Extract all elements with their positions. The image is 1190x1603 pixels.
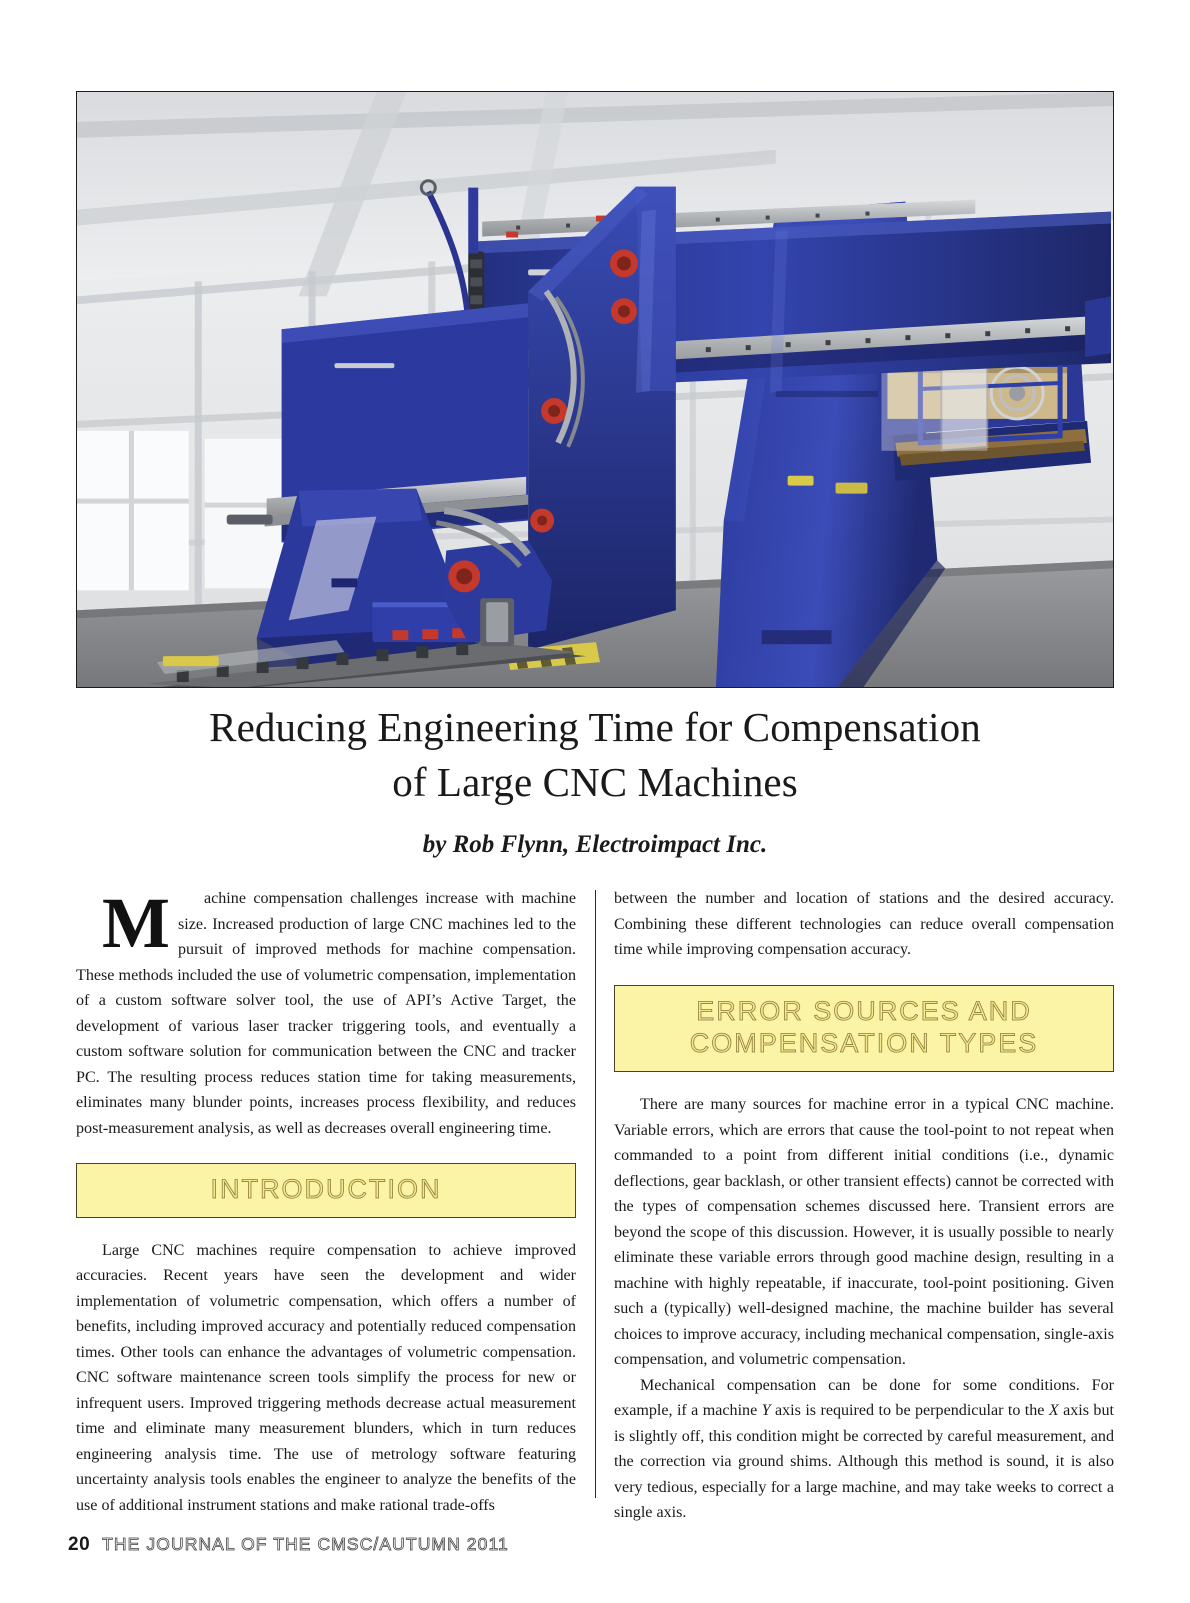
section-heading-introduction <box>76 1163 576 1218</box>
continued-paragraph: between the number and location of stations and the desired accuracy. Combining these different technologies can reduce overall compensation time while improving compensation accuracy. <box>614 890 1114 958</box>
axis-label-y: Y <box>761 1402 771 1420</box>
section-heading-error-sources <box>614 985 1114 1073</box>
axis-label-x: X <box>1048 1402 1059 1420</box>
title-line-1: Reducing Engineering Time for Compensation <box>209 704 981 750</box>
page-number: 20 <box>68 1534 91 1555</box>
footer-publication-text: THE JOURNAL OF THE CMSC/AUTUMN 2011 <box>102 1534 509 1554</box>
article-title-block <box>76 700 1114 859</box>
left-column <box>76 883 576 1518</box>
abstract-text: achine compensation challenges increase with machine size. Increased production of large CNC machines led to the pursuit of improved methods for machine compensation. These methods included the use of volumetric compensation, implementation of a custom software solver tool, the use of API’s Active Target, the development of various laser tracker triggering tools, and eventually a custom software solution for communication between the CNC and tracker PC. The resulting process reduces station time for taking measurements, eliminates many blunder points, increases process flexibility, and reduces post-measurement analysis, as well as decreases overall engineering time. <box>76 890 576 1137</box>
intro-paragraph-1: Large CNC machines require compensation to achieve improved accuracies. Recent years have seen the development and wider implementation of volumetric compensation, which offers a number of benefits, including improved accuracy and potentially reduced compensation times. Other tools can enhance the advantages of volumetric compensation. CNC software maintenance screen tools simplify the process for new or infrequent users. Improved triggering methods decrease actual measurement time and eliminate many measurement blunders, which in turn reduces engineering analysis time. The use of metrology software featuring uncertainty analysis tools enables the engineer to analyze the benefits of the use of additional instrument stations and make rational trade-offs <box>76 1241 576 1514</box>
section-heading-line-2: COMPENSATION TYPES <box>689 1028 1039 1059</box>
abstract-paragraph <box>76 883 576 1141</box>
error-sources-paragraph-1: There are many sources for machine error in a typical CNC machine. Variable errors, which are errors that cause the tool-point to not repeat when commanded to a point from different initial conditions (i.e., dynamic deflections, gear backlash, or other transient effects) cannot be corrected with the types of compensation schemes discussed here. Transient errors are beyond the scope of this discussion. However, it is usually possible to nearly eliminate these variable errors through good machine design, resulting in a machine with highly repeatable, if inaccurate, tool-point positioning. Given such a (typically) well-designed machine, the machine builder has several choices to improve accuracy, including mechanical compensation, single-axis compensation, and volumetric compensation. <box>614 1096 1114 1369</box>
right-column <box>614 886 1114 1526</box>
column-divider <box>595 890 596 1498</box>
mech-part-1: Mechanical compensation can be done for some conditions. For example, if a machine <box>614 1376 1114 1420</box>
title-line-2: of Large CNC Machines <box>392 758 798 805</box>
page-title <box>76 700 1114 809</box>
drop-cap: M <box>102 883 170 963</box>
section-heading-line: INTRODUCTION <box>210 1174 442 1204</box>
mechanical-compensation-paragraph <box>614 1373 1114 1526</box>
mech-part-3: axis but is slightly off, this condition might be corrected by careful measurement, and the correction via ground shims. Although this method is sound, it is also very tedious, especially for a large machine, and may take weeks to correct a single axis. <box>614 1402 1114 1522</box>
cnc-machine-illustration <box>77 92 1113 687</box>
article-hero-photo <box>76 91 1114 688</box>
page-footer <box>68 1534 1118 1556</box>
section-heading-line-1: ERROR SOURCES AND <box>696 995 1032 1026</box>
article-byline: by Rob Flynn, Electroimpact Inc. <box>422 831 768 859</box>
mech-part-2: axis is required to be perpendicular to the <box>770 1402 1049 1420</box>
